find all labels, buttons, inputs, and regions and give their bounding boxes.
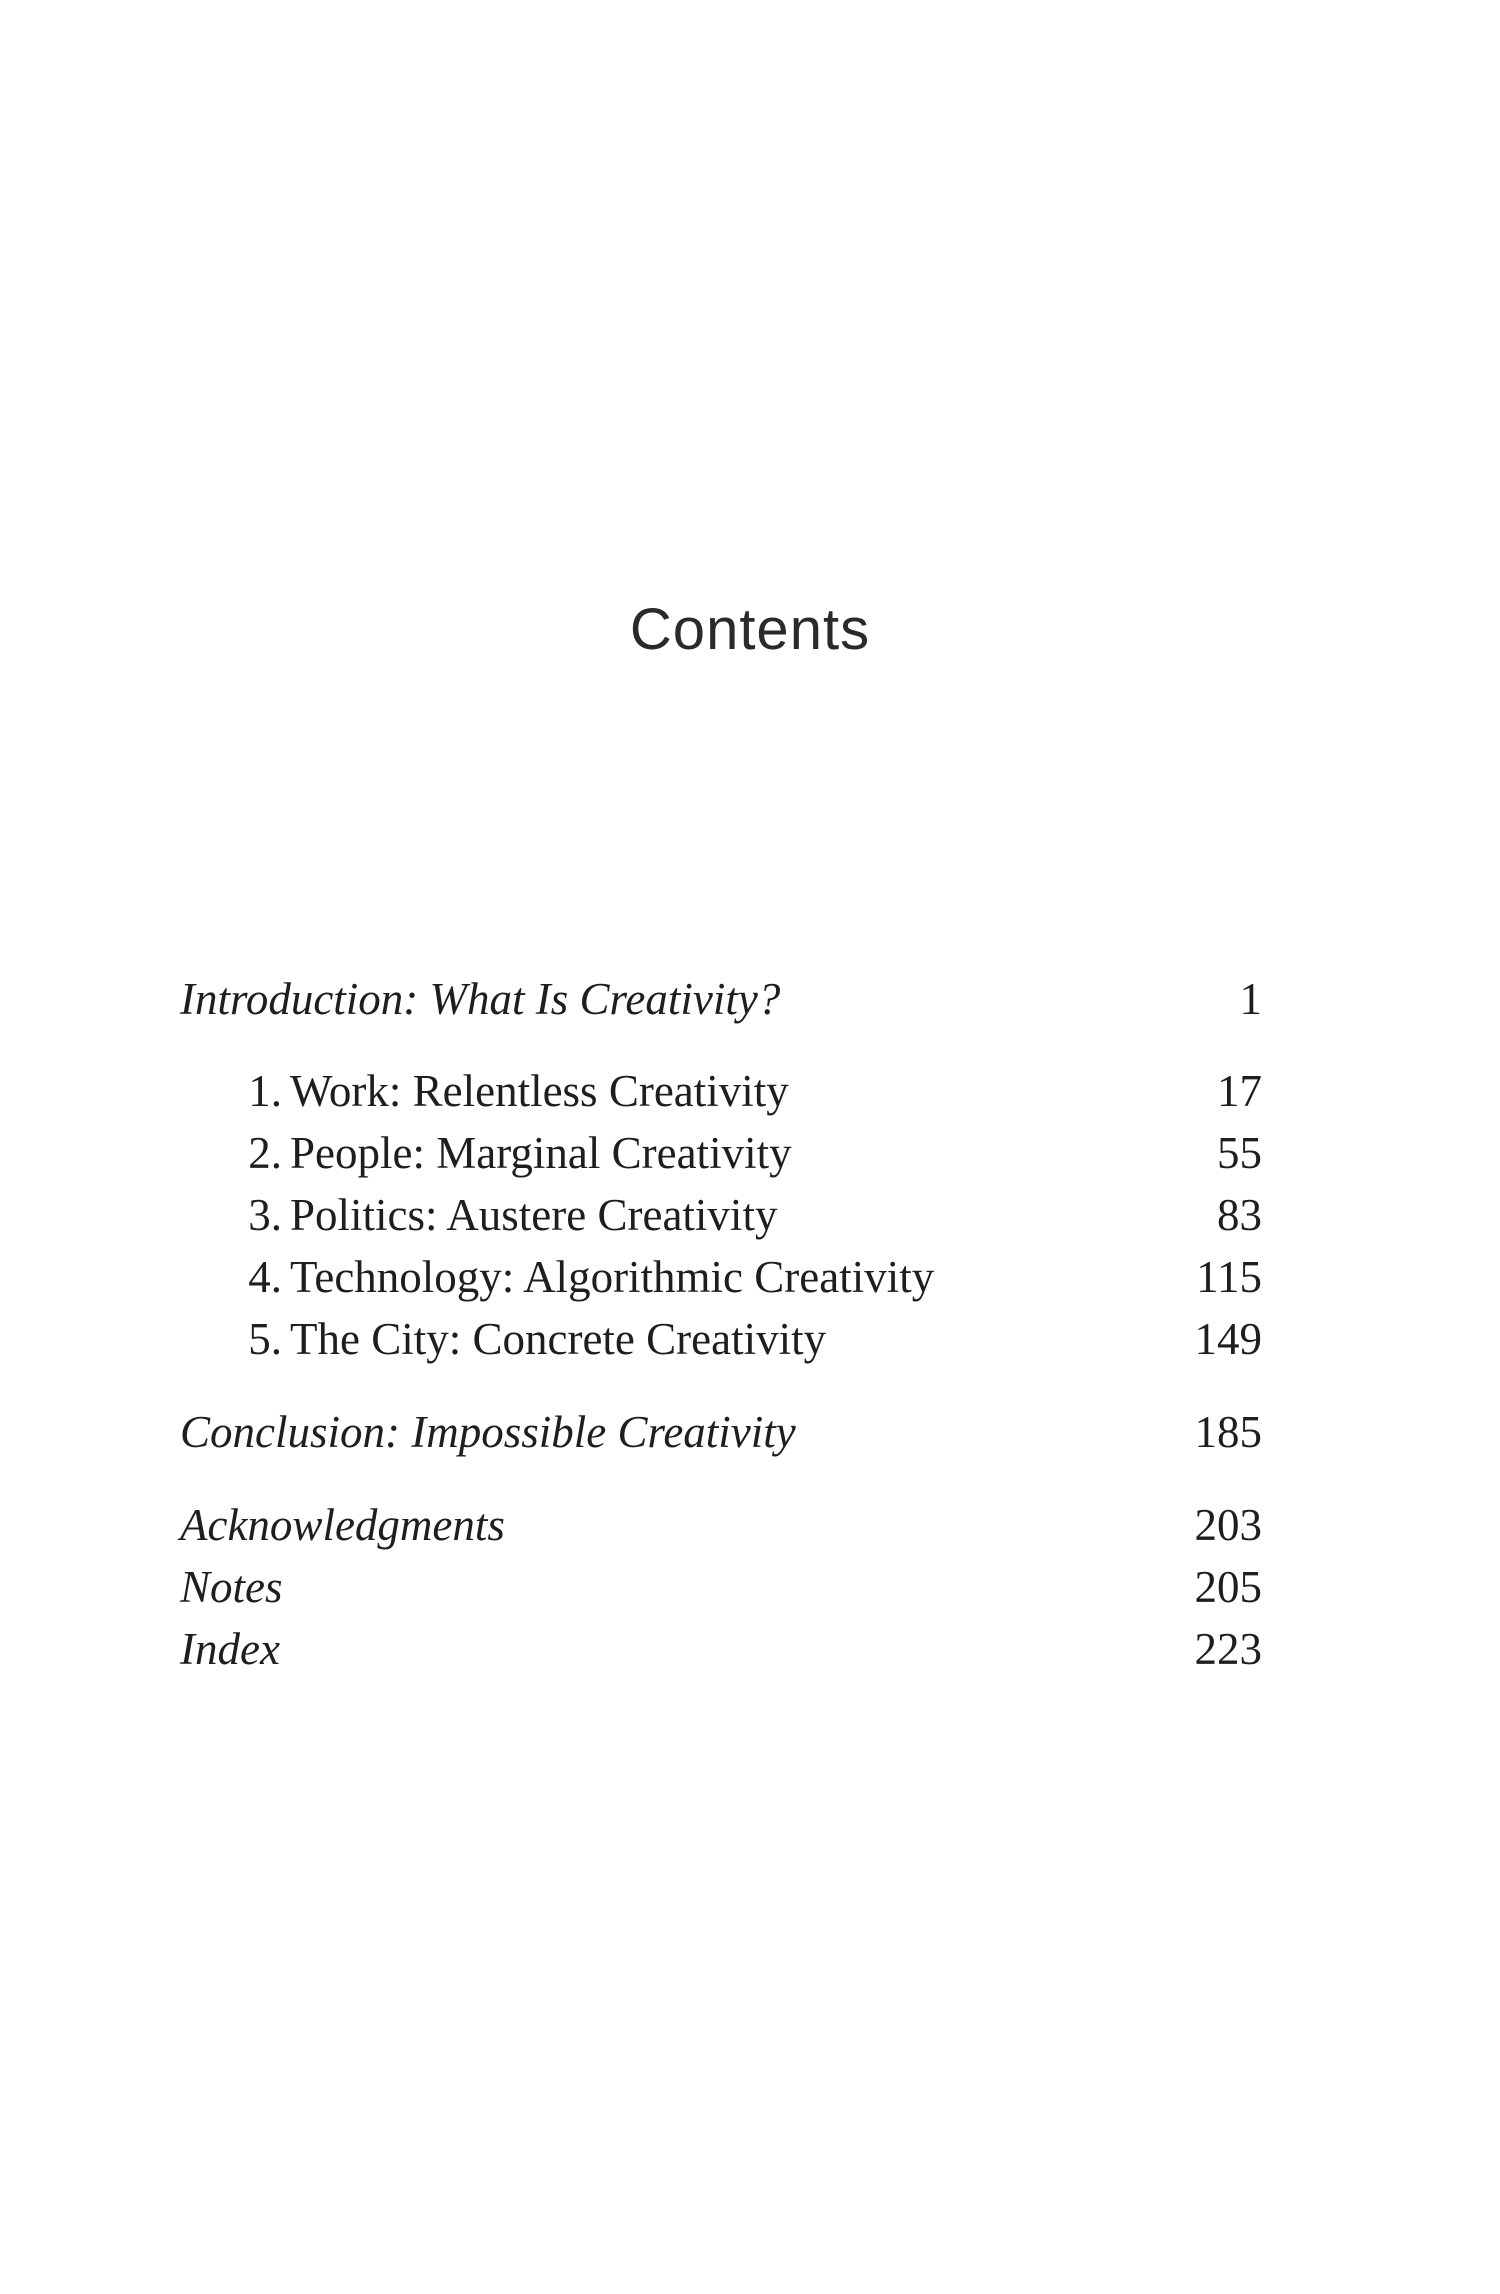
toc-entry-chapter-3: [180, 1181, 1262, 1241]
toc-page-number: 17: [1217, 1066, 1262, 1116]
toc-page-number: 115: [1196, 1252, 1262, 1302]
toc-entry-chapter-5: [180, 1305, 1262, 1365]
chapter-title: Technology: Algorithmic Creativity: [290, 1252, 935, 1302]
toc-page-number: 203: [1194, 1500, 1262, 1550]
chapter-number: 5.: [248, 1314, 282, 1364]
toc-entry-conclusion: [180, 1398, 1262, 1458]
toc-entry-title: Acknowledgments: [180, 1500, 505, 1550]
toc-page-number: 185: [1194, 1407, 1262, 1457]
toc-entry-chapter-1: [180, 1057, 1262, 1117]
toc-page-number: 149: [1194, 1314, 1262, 1364]
chapter-title: The City: Concrete Creativity: [290, 1314, 827, 1364]
toc-entry-chapter-4: [180, 1243, 1262, 1303]
contents-heading: Contents: [629, 597, 871, 662]
toc-entry-title: Notes: [180, 1562, 283, 1612]
chapter-number: 2.: [248, 1128, 282, 1178]
chapter-title: Politics: Austere Creativity: [290, 1190, 778, 1240]
toc-page-number: 1: [1239, 974, 1262, 1024]
toc-entry-notes: [180, 1553, 1262, 1613]
chapter-title: Work: Relentless Creativity: [290, 1066, 789, 1116]
toc-page-number: 55: [1217, 1128, 1262, 1178]
toc-page-number: 205: [1194, 1562, 1262, 1612]
chapter-number: 3.: [248, 1190, 282, 1240]
toc-entry-title: Conclusion: Impossible Creativity: [180, 1407, 796, 1457]
chapter-number: 4.: [248, 1252, 282, 1302]
toc-entry-introduction: [180, 965, 1262, 1025]
chapter-title: People: Marginal Creativity: [290, 1128, 792, 1178]
toc-entry-title: Introduction: What Is Creativity?: [180, 974, 781, 1024]
chapter-number: 1.: [248, 1066, 282, 1116]
toc-entry-title: Index: [180, 1624, 280, 1674]
toc-page-number: 223: [1194, 1624, 1262, 1674]
toc-entry-chapter-2: [180, 1119, 1262, 1179]
toc-entry-index: [180, 1615, 1262, 1675]
toc-page-number: 83: [1217, 1190, 1262, 1240]
toc-entry-acknowledgments: [180, 1491, 1262, 1551]
